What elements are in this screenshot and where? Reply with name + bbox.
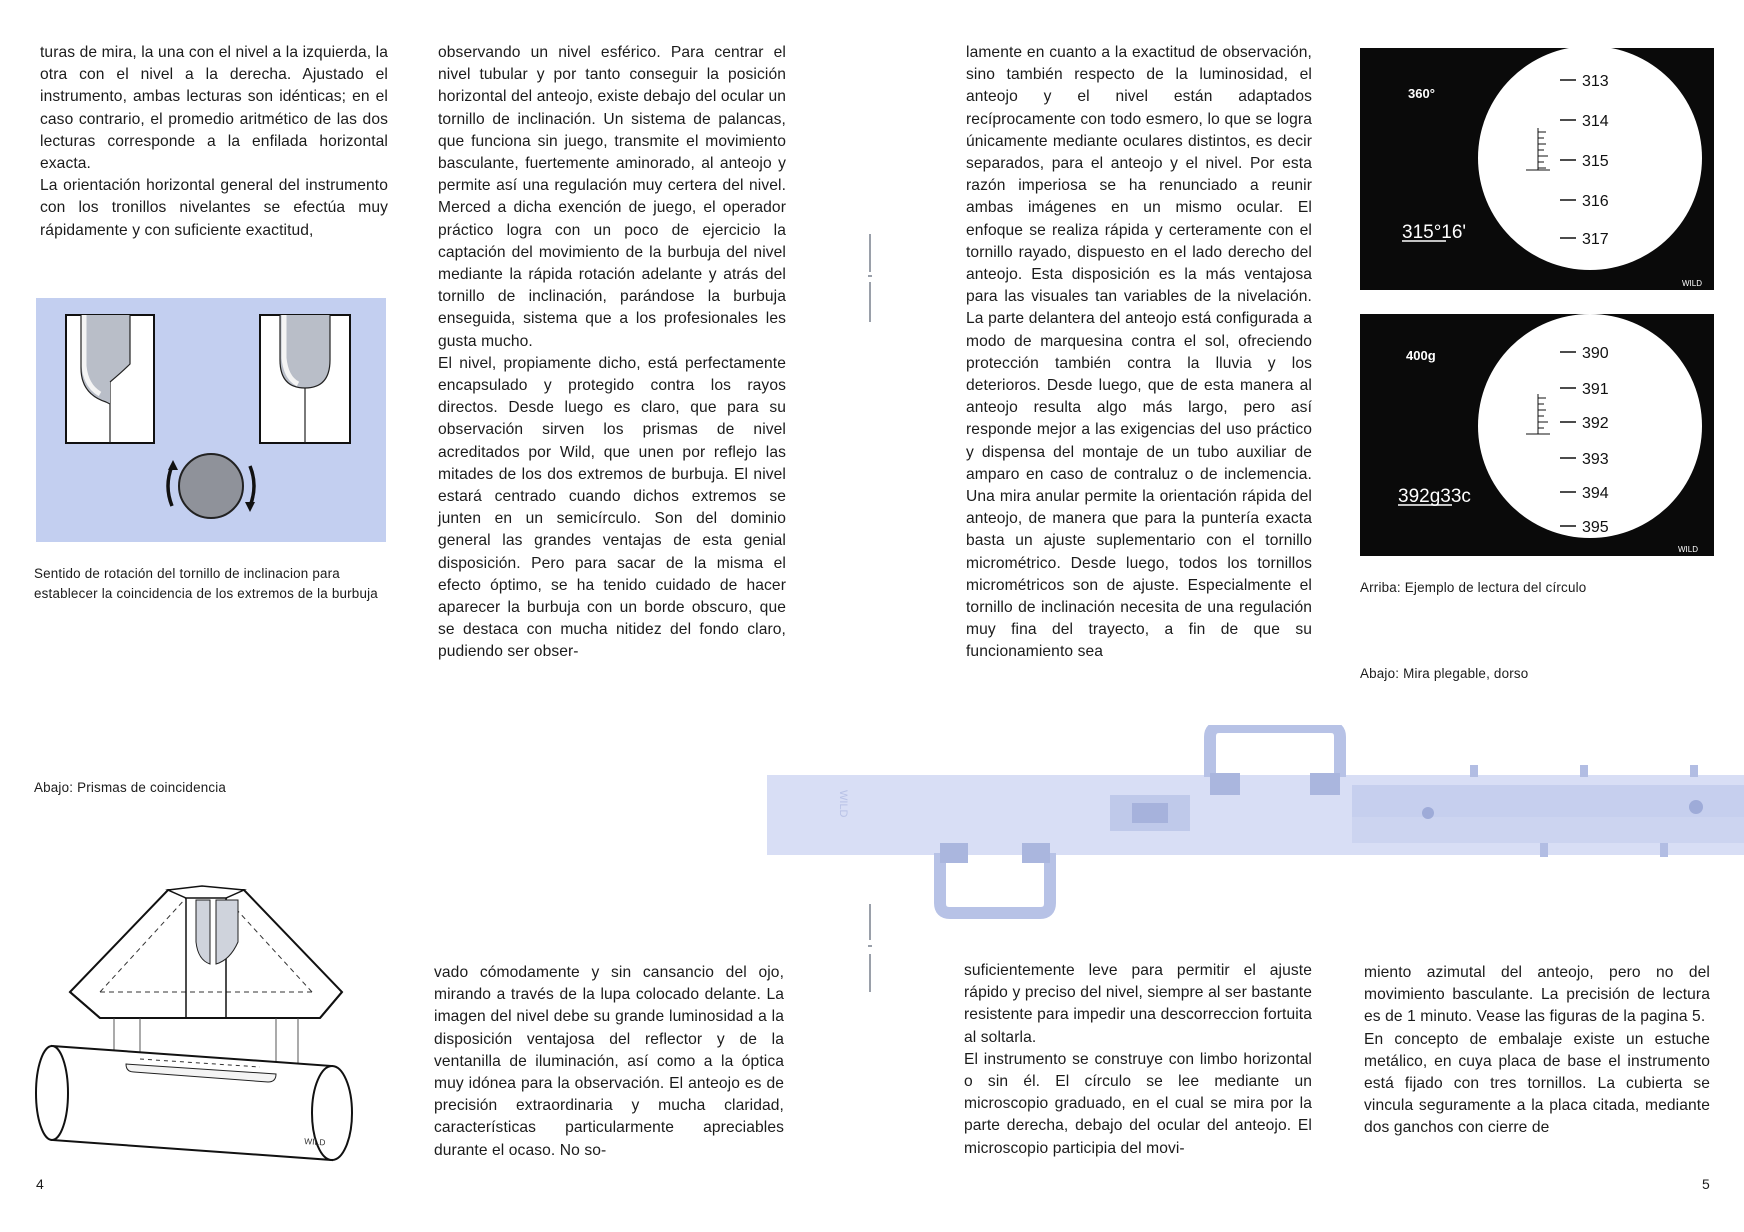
folding-staff-figure [740,725,1744,945]
panel-2-scale-label: 392 [1582,415,1609,432]
staff-brand-label: WILD [837,790,849,818]
column-4-bottom-text [1364,962,1710,1140]
paragraph: El instrumento se construye con limbo horizontal o sin él. El círculo se lee mediante un microscopio graduado, en el cual se mira por la parte derecha, debajo del ocular del anteojo. El microscopio participia del movi- [964,1050,1312,1157]
paragraph: suficientemente leve para permitir el ajuste rápido y preciso del nivel, siempre al ser bastante resistente para impedir una descorreccion fortuita al soltarla. [964,962,1312,1046]
column-3-top-text [966,42,1312,664]
circle-reading-panel-360 [1360,48,1714,290]
prism-figure-caption: Abajo: Prismas de coincidencia [34,780,227,795]
panel-2-reading: 392g33c [1398,486,1471,507]
page-number-left: 4 [36,1176,44,1192]
panel-1-scale-label: 316 [1582,193,1609,210]
paragraph: miento azimutal del anteojo, pero no del movimiento basculante. La precisión de lectura es de 1 minuto. Vease las figuras de la pagina 5. [1364,964,1710,1026]
panel-1-brand: WILD [1682,279,1702,288]
column-2-top-text [438,42,786,664]
column-3-bottom-text [964,960,1312,1160]
panel-1-scale-label: 314 [1582,113,1609,130]
circle-reading-panel-400 [1360,314,1714,556]
panel-1-unit: 360° [1408,86,1435,101]
panel-2-scale-label: 395 [1582,519,1609,536]
staple-top [864,232,876,328]
paragraph: En concepto de embalaje existe un estuche metálico, en cuya placa de base el instrumento está fijado con tres tornillos. La cubierta se vincula seguramente a la placa citada, mediante dos ganchos con cierre de [1364,1030,1710,1137]
circle-reading-caption: Arriba: Ejemplo de lectura del círculo [1360,580,1587,595]
column-2-bottom-text [434,962,784,1162]
paragraph: vado cómodamente y sin cansancio del ojo, mirando a través de la lupa colocado delante. La imagen del nivel debe su grande luminosidad a la disposición ventajosa del reflector y de la ventanilla de iluminación, así como a la óptica muy idónea para la observación. El anteojo es de precisión extraordinaria y mucha claridad, características particularmente apreciables durante el ocaso. No so- [434,964,784,1159]
page-number-right: 5 [1702,1176,1710,1192]
folding-staff-caption: Abajo: Mira plegable, dorso [1360,666,1529,681]
paragraph: El nivel, propiamente dicho, está perfectamente encapsulado y protegido contra los rayos directos. Desde luego es claro, que para su observación sirven los prismas de nivel acreditados por Wild, que unen por reflejo las mitades de los dos extremos de burbuja. El nivel estará centrado cuando dichos extremos se junten en un semicírculo. Son del dominio general las grandes ventajas de esta genial disposición. Pero para sacar de la misma el efecto óptimo, se ha tenido cuidado de hacer aparecer la burbuja con un borde obscuro, que se destaca con mucha nitidez del fondo claro, pudiendo ser obser- [438,354,786,661]
panel-1-scale-label: 315 [1582,153,1609,170]
panel-2-scale-label: 390 [1582,345,1609,362]
paragraph: observando un nivel esférico. Para centrar el nivel tubular y por tanto conseguir la posición horizontal del anteojo, existe debajo del ocular un tornillo de inclinación. Un sistema de palancas, que funciona sin juego, transmite el movimiento basculante, fuertemente aminorado, al anteojo y permite así una regulación muy certera del nivel. Merced a dicha exención de juego, el operador práctico logra con un poco de ejercicio la captación del movimiento de la burbuja del nivel mediante la rápida rotación adelante y atrás del tornillo de inclinación, parándose la burbuja enseguida, sistema que a los profesionales les gusta mucho. [438,44,786,350]
panel-2-scale-label: 391 [1582,381,1609,398]
staple-bottom [864,900,876,996]
prism-tube-brand: WILD [303,1136,326,1148]
panel-2-scale-label: 393 [1582,451,1609,468]
bubble-coincidence-figure [36,298,386,542]
panel-1-scale-label: 317 [1582,231,1609,248]
panel-2-unit: 400g [1406,348,1436,363]
panel-1-scale-label: 313 [1582,73,1609,90]
column-1-text [40,42,388,242]
bubble-figure-caption: Sentido de rotación del tornillo de inclinacion para establecer la coincidencia de los extremos de la burbuja [34,566,378,601]
panel-1-reading: 315°16' [1402,222,1467,243]
panel-2-scale-label: 394 [1582,485,1609,502]
panel-2-brand: WILD [1678,545,1698,554]
paragraph: lamente en cuanto a la exactitud de observación, sino también respecto de la luminosidad, el anteojo y el nivel están adaptados recíprocamente con todo esmero, lo que se logra únicamente mediante oculares distintos, es decir separados, para el anteojo y el nivel. Por esta razón imperiosa se ha renunciado a reunir ambas imágenes en un mismo ocular. El enfoque se realiza rápida y certeramente con el tornillo rayado, dispuesto en el lado derecho del anteojo. Esta disposición es la más ventajosa para las visuales tan variables de la nivelación. La parte delantera del anteojo está configurada a modo de marquesina contra el sol, ofreciendo protección también contra la lluvia y los deterioros. Desde luego, que de esta manera al anteojo resulta algo más largo, pero así responde mejor a las exigencias del uso práctico y dispensa del montaje de un tubo auxiliar de amparo en caso de contraluz o de inclemencia. Una mira anular permite la orientación rápida del anteojo, de manera que para la puntería exacta basta un ajuste suplementario con el tornillo micrométrico. Desde luego, todos los tornillos micrométricos son de ajuste. Especialmente el tornillo de inclinación necesita de una regulación muy fina del trayecto, a fin de que su funcionamiento sea [966,44,1312,661]
paragraph: La orientación horizontal general del instrumento con los tronillos nivelantes se efectúa muy rápidamente y con suficiente exactitud, [40,177,388,239]
coincidence-prism-figure [30,868,386,1168]
paragraph: turas de mira, la una con el nivel a la izquierda, la otra con el nivel a la derecha. Ajustado el instrumento, ambas lecturas son idénticas; en el caso contrario, el promedio aritmético de las dos lecturas corresponde a la enfilada horizontal exacta. [40,44,388,173]
